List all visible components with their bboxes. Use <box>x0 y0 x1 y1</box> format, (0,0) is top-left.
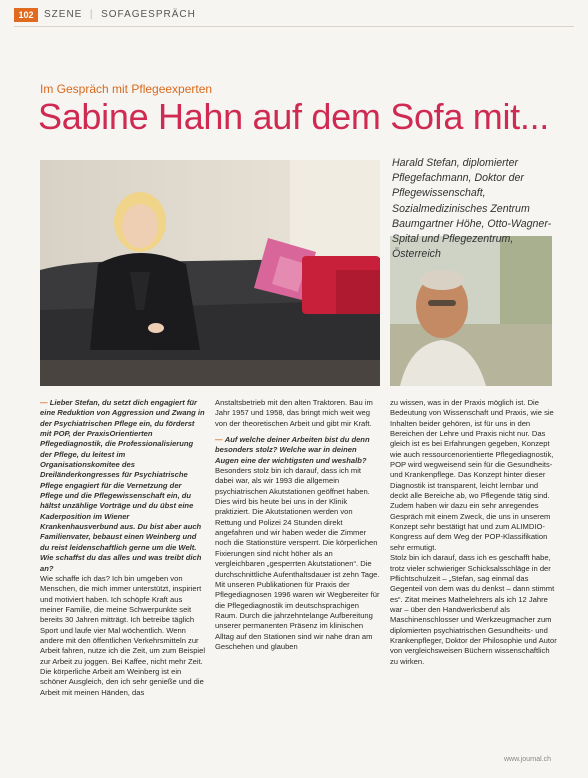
interview-answer: zu wissen, was in der Praxis möglich ist. Die Bedeutung von Wissenschaft und Praxis, wie sie Inhalten beider gehören, ist für uns in den Bereichen der Lehre und Praxis nicht nur. Das gleich ist es bei Erfahrungen gegeben, Konzept wie auch ressourcenorientierte Pflegediagnostik, POP wird wegweisend sein für die Gesundheits- und Krankenpflege. Das Konzept hinter dieser Diagnostik ist transparent, leicht lernbar und deckt alle Bereiche ab, wo Pflegende tätig sind. Zudem haben wir dazu ein sehr anregendes Gespräch mit einem Zweck, die uns in unserem Konzept sehr bestätigt hat und zum ALIMDIO-Kongress auf dem Weg der POP-Klassifikation sehr ermutigt. <box>390 398 554 552</box>
article-kicker: Im Gespräch mit Pflegeexperten <box>40 82 213 96</box>
sofa-scene-illustration <box>40 160 380 386</box>
interview-answer: Anstaltsbetrieb mit den alten Traktoren. Bau im Jahr 1957 und 1958, das bringt mich weit weg von der theoretischen Arbeit und gibt mir Kraft. <box>215 398 373 428</box>
interview-question: Auf welche deiner Arbeiten bist du denn besonders stolz? Welche war in deinen Augen eine der wichtigsten und weshalb? <box>215 435 370 465</box>
article-title: Sabine Hahn auf dem Sofa mit... <box>38 96 549 137</box>
interview-answer: Wie schaffe ich das? Ich bin umgeben von Menschen, die mich immer unterstützt, inspiriert und motiviert haben. Ich schöpfe Kraft aus meiner Familie, die meine Schwerpunkte seit bereits 30 Jahren mitträgt. Ich betreibe täglich Sport und laufe vier Mal wöchentlich. Wenn andere mit den öffentlichen Verkehrsmitteln zur Arbeit fahren, nutze ich die Zeit, um zum Beispiel zur Arbeit zu joggen. Bei Kaffee, nicht mehr Zeit. Die körperliche Arbeit am Weinberg ist ein schöner Ausgleich, den ich sehr genieße und die Arbeit mit meinen Händen, das <box>40 573 206 697</box>
portrait-caption: Harald Stefan, diplomierter Pflegefachmann, Doktor der Pflegewissenschaft, Sozialmedizinisches Zentrum Baumgartner Höhe, Otto-Wagner-Spital und Pflegezentrum, Österreich <box>392 157 552 261</box>
section-label <box>44 8 196 22</box>
question-dash: — <box>40 398 50 407</box>
text-column-1 <box>40 398 206 698</box>
subsection-name: SOFAGESPRÄCH <box>101 9 196 20</box>
interview-answer: Stolz bin ich darauf, dass ich es geschafft habe, trotz vieler schwieriger Schicksalsschläge in der Pflichtschulzeit – „Stefan, sag einmal das Gegenteil von dem was du denkst – dann stimmt es“. Zitat meines Mathelehrers als ich 12 Jahre war – über den Handwerksberuf als Maschinenschlosser und Werkzeugmacher zum diplomierten psychiatrischen Gesundheits- und Krankenpfleger, Doktor der Philosophie und Autor von vergleichsweisen Büchern wissenschaftlich zu wirken. <box>390 553 557 666</box>
text-column-3 <box>390 398 558 667</box>
question-dash: — <box>215 435 225 445</box>
page-number: 102 <box>14 8 38 22</box>
section-name: SZENE <box>44 9 83 20</box>
section-divider: | <box>86 9 98 20</box>
text-column-2 <box>215 398 381 652</box>
interview-question: Lieber Stefan, du setzt dich engagiert für eine Reduktion von Aggression und Zwang in der Psychiatrischen Pflege ein, du förderst mit POP, der PraxisOrientierten Pflegediagnostik, die Professionalisierung der Pflege, du leitest im Organisationskomitee des Dreiländerkongresses für Psychiatrische Pflege engagiert für die Vernetzung der Pflege und die Pflegewissenschaft ein, du hältst unzählige Vorträge und du übst eine Kaderposition im Wiener Krankenhausverbund aus. Du bist aber auch Familienvater, bebaust einen Weinberg und du reist leidenschaftlich gerne um die Welt. Wie schaffst du das alles und was treibt dich an? <box>40 398 205 573</box>
footer-url: www.journal.ch <box>504 756 552 763</box>
header-rule <box>14 26 574 27</box>
main-photo <box>40 160 380 386</box>
interview-answer: Besonders stolz bin ich darauf, dass ich mit dabei war, als wir 1993 die allgemein psychiatrischen Akutstationen geöffnet haben. Dies wird bis heute bei uns in der Klinik praktiziert. Die Akutstationen werden von Rettung und Polizei 24 Stunden direkt angefahren und wir haben weder die Zimmer noch die Stationstüre versperrt. Die körperlichen Fixierungen sind nicht höher als an vergleichbaren „gesperrten Akutstationen“. Die durchschnittliche Aufenthaltsdauer ist zehn Tage. Mit unseren Publikationen für Praxis der Pflegediagnosen 1996 waren wir Wegbereiter für die Pflegediagnostik im deutschsprachigen Raum. Durch die jahrzehntelange Aufbereitung unserer permanenten Präsenz im klinischen Alltag auf den Stationen sind wir nahe dran am Geschehen und glauben <box>215 466 380 651</box>
